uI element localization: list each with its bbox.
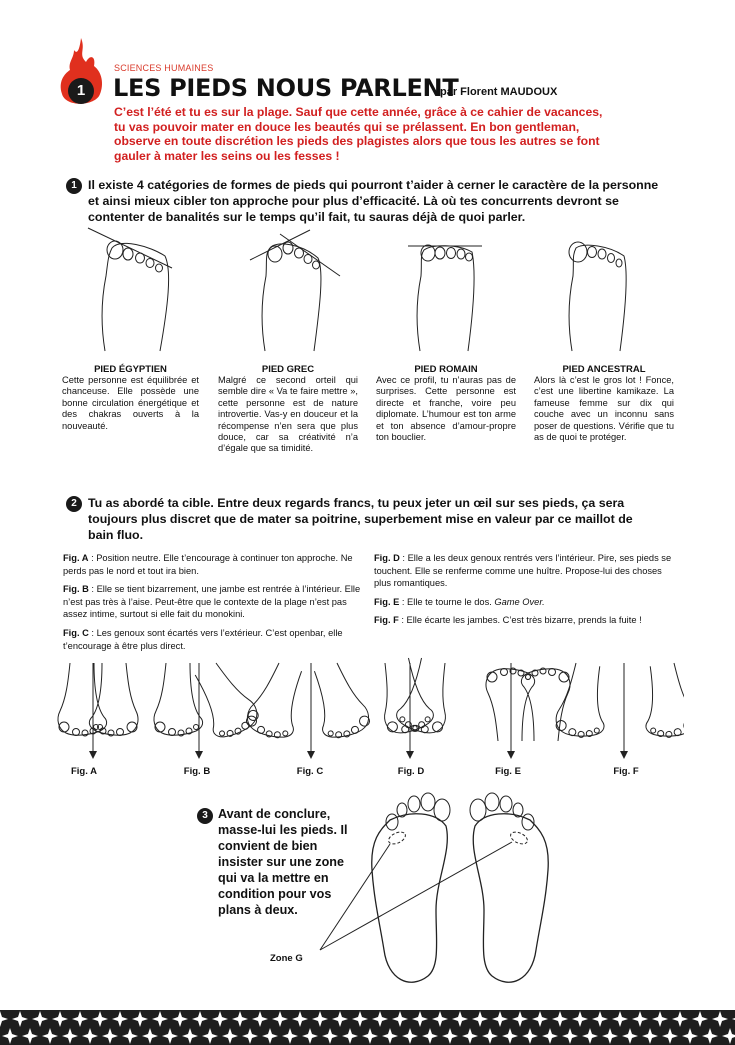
section-2-text: Tu as abordé ta cible. Entre deux regards francs, tu peux jeter un œil sur ses pieds, ça sera toujours plus discret que de mater sa poitrine, superbement mise en valeur par ce maillot de bain fluo. xyxy=(88,496,633,542)
type-column-greek xyxy=(218,364,358,455)
fig-f-drawing xyxy=(554,661,684,759)
fig-b-description: Fig. B : Elle se tient bizarrement, une jambe est rentrée à l’intérieur. Elle n’est pas très à l’aise. Peut-être que le contexte de la plage n’est pas assez intime, surtout si elle fait du monokini. xyxy=(63,584,361,620)
step-3-badge: 3 xyxy=(197,808,213,824)
fig-b-drawing xyxy=(154,657,263,759)
fig-e-description: Fig. E : Elle te tourne le dos. Game Over. xyxy=(374,596,545,607)
byline: par Florent MAUDOUX xyxy=(440,86,558,98)
section-3-text: Avant de conclure, masse-lui les pieds. Il convient de bien insister sur une zone qui va la mettre en condition pour vos plans à deux. xyxy=(218,807,348,917)
type-column-egyptian xyxy=(62,364,199,432)
type-description: Avec ce profil, tu n’auras pas de surprises. Cette personne est directe et franche, voire peu diplomate. L’humour est ton arme et ton absence d’amour-propre ton bouclier. xyxy=(376,375,516,443)
fig-d-caption: Fig. D xyxy=(397,766,425,777)
type-description: Malgré ce second orteil qui semble dire « Va te faire mettre », cette personne est de nature introvertie. Vas-y en douceur et la récompense n’en sera que plus douce, car sa créativité n’a d’égale que sa timidité. xyxy=(218,375,358,454)
fig-e-drawing xyxy=(486,663,570,759)
type-description: Alors là c’est le gros lot ! Fonce, c’est une libertine kamikaze. La fameuse femme sur dix qui couche avec un inconnu sans poser de questions. Vérifie que tu as de quoi te protéger. xyxy=(534,375,674,443)
foot-types-columns xyxy=(60,364,680,484)
article-number-badge: 1 xyxy=(68,78,94,104)
fig-a-caption: Fig. A xyxy=(70,766,98,777)
step-2-badge: 2 xyxy=(66,496,82,512)
section-1-text: Il existe 4 catégories de formes de pieds qui pourront t’aider à cerner le caractère de la personne et ainsi mieux cibler ton approche pour plus d’efficacité. Là où tes concurrents devront se contenter de banalités sur le temps qu’il fait, tu sauras déjà de quoi parler. xyxy=(88,178,659,224)
roman-foot-drawing xyxy=(408,245,482,351)
type-title: PIED GREC xyxy=(261,364,315,375)
type-title: PIED ÉGYPTIEN xyxy=(94,364,167,375)
fig-c-caption: Fig. C xyxy=(296,766,324,777)
greek-foot-drawing xyxy=(250,230,340,351)
figs-right-column xyxy=(374,552,674,633)
type-column-roman xyxy=(376,364,516,443)
fig-b-caption: Fig. B xyxy=(183,766,211,777)
fig-f-description: Fig. F : Elle écarte les jambes. C’est très bizarre, prends la fuite ! xyxy=(374,615,642,626)
section-kicker: SCIENCES HUMAINES xyxy=(114,63,214,73)
type-description: Cette personne est équilibrée et chanceuse. Elle possède une bonne circulation énergétique et des chakras ouverts à la nouveauté. xyxy=(62,375,199,431)
fig-a-description: Fig. A : Position neutre. Elle t’encourage à continuer ton approche. Ne perds pas le nord et tout ira bien. xyxy=(63,553,353,576)
page-title: LES PIEDS NOUS PARLENT xyxy=(113,74,459,102)
fig-d-drawing xyxy=(373,655,456,759)
left-sole-drawing xyxy=(372,793,450,982)
fig-a-drawing xyxy=(58,663,138,759)
step-1-badge: 1 xyxy=(66,178,82,194)
ancestral-foot-drawing xyxy=(569,242,626,351)
type-title: PIED ROMAIN xyxy=(414,364,478,375)
fig-e-caption: Fig. E xyxy=(495,766,521,777)
type-title: PIED ANCESTRAL xyxy=(562,364,646,375)
intro-paragraph: C’est l’été et tu es sur la plage. Sauf que cette année, grâce à ce cahier de vacances, tu vas pouvoir mater en douce les beautés qui se prélassent. En bon gentleman, observe en toute discrétion les pieds des plagistes alors que tous les autres se font gauler à mater les seins ou les fesses ! xyxy=(114,105,603,163)
fig-d-description: Fig. D : Elle a les deux genoux rentrés vers l’intérieur. Pire, ses pieds se touchent. Elle se renferme comme une huître. Propose-lui des choses plus romantiques. xyxy=(374,553,672,589)
fig-c-drawing xyxy=(243,659,373,759)
zone-g-label: Zone G xyxy=(270,953,303,964)
feet-position-figures xyxy=(44,655,684,765)
soles-illustration xyxy=(240,790,550,1005)
figs-left-column xyxy=(63,552,363,658)
fig-f-caption: Fig. F xyxy=(613,766,639,777)
right-sole-drawing xyxy=(470,793,548,982)
fig-c-description: Fig. C : Les genoux sont écartés vers l’extérieur. C’est openbar, elle t’encourage à être plus direct. xyxy=(63,627,343,651)
egyptian-foot-drawing xyxy=(88,228,172,351)
star-pattern-border xyxy=(0,1010,735,1045)
foot-types-illustration xyxy=(60,226,660,356)
type-column-ancestral xyxy=(534,364,674,443)
